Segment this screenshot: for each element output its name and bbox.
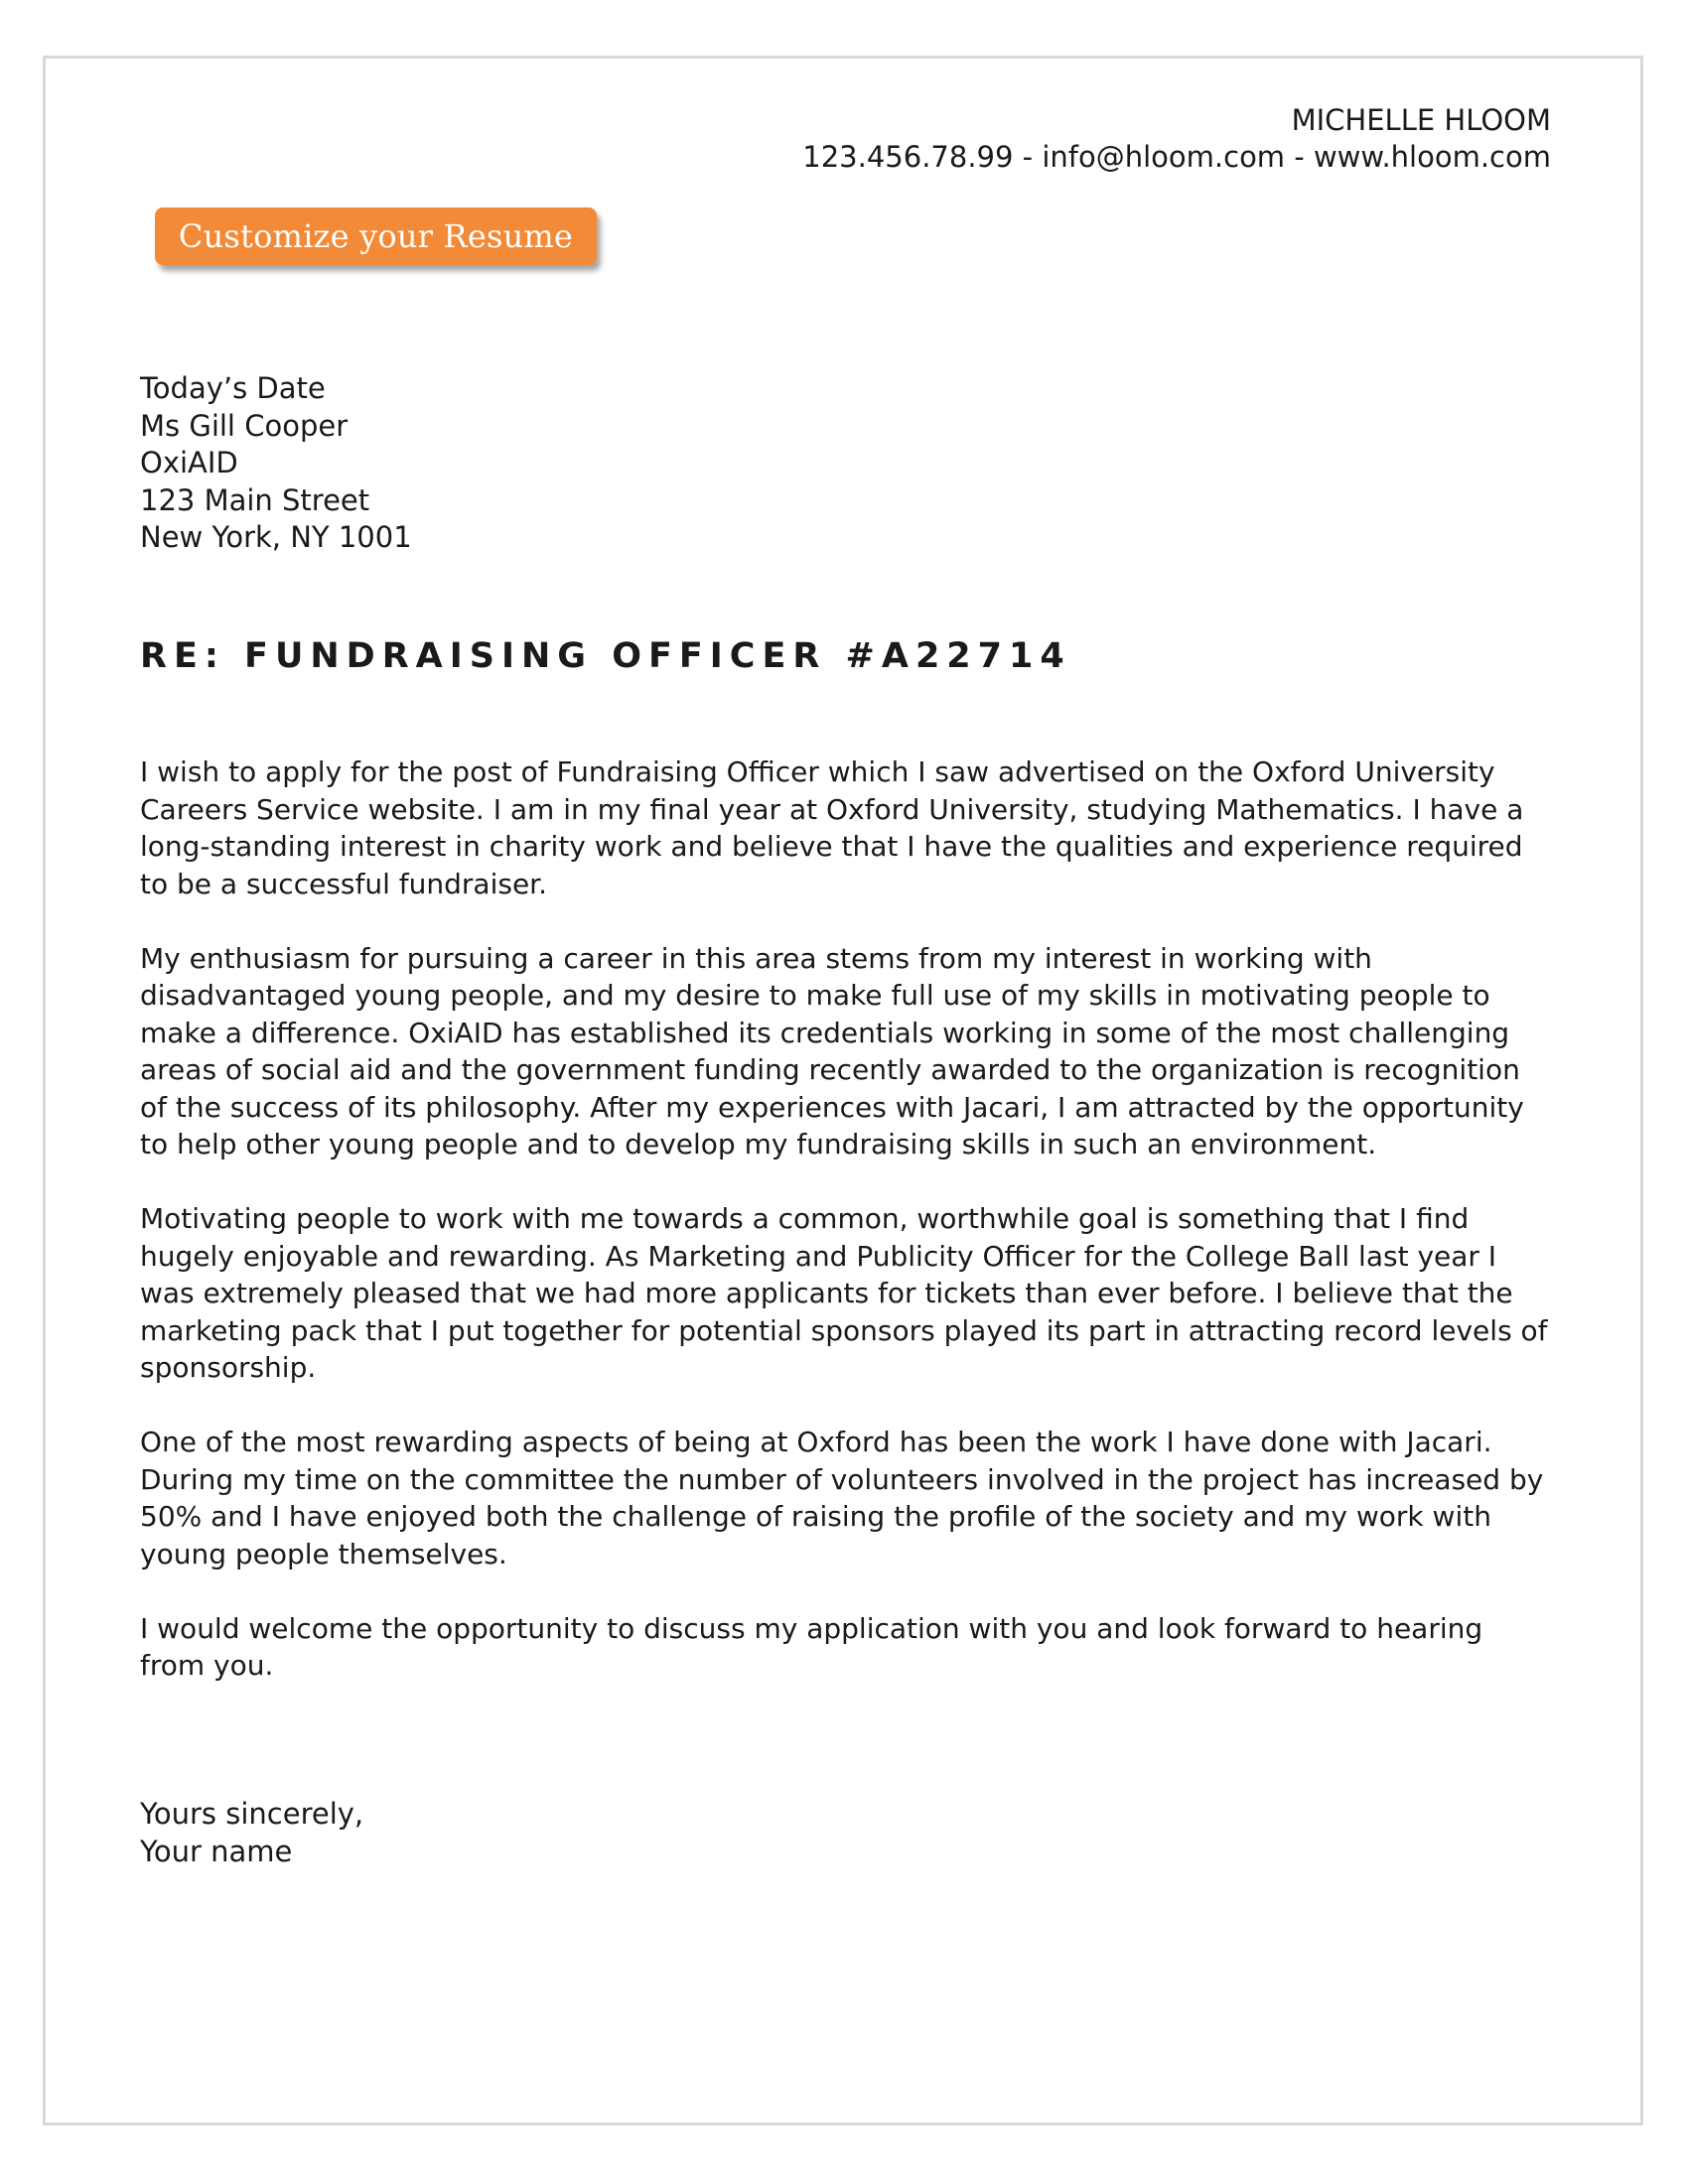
- letter-page: [43, 56, 1643, 2125]
- recipient-name: Ms Gill Cooper: [140, 408, 349, 443]
- customize-resume-button[interactable]: Customize your Resume: [155, 207, 597, 265]
- letter-date: Today’s Date: [140, 371, 326, 405]
- closing-salutation: Yours sincerely,: [140, 1797, 364, 1831]
- recipient-street: 123 Main Street: [140, 482, 370, 517]
- body-paragraph: I wish to apply for the post of Fundraising Officer which I saw advertised on the Oxford University Careers Service website. I am in my final year at Oxford University, studying Mathematics. I have a long-standing interest in charity work and believe that I have the qualities and experience required to be a successful fundraiser.: [140, 755, 1524, 900]
- body-paragraph: I would welcome the opportunity to discuss my application with you and look forward to hearing from you.: [140, 1611, 1483, 1682]
- body-paragraph: Motivating people to work with me towards a common, worthwhile goal is something that I find hugely enjoyable and rewarding. As Marketing and Publicity Officer for the College Ball last year I was extremely pleased that we had more applicants for tickets than ever before. I believe that the marketing pack that I put together for potential sponsors played its part in attracting record levels of sponsorship.: [140, 1202, 1548, 1384]
- letter-header: [802, 102, 1551, 176]
- letter-body: [140, 753, 1550, 1721]
- recipient-city: New York, NY 1001: [140, 520, 412, 554]
- sender-contact: 123.456.78.99 - info@hloom.com - www.hloom.com: [802, 140, 1551, 174]
- body-paragraph: My enthusiasm for pursuing a career in this area stems from my interest in working with disadvantaged young people, and my desire to make full use of my skills in motivating people to make a difference. OxiAID has established its credentials working in some of the most challenging areas of social aid and the government funding recently awarded to the organization is recognition of the success of its philosophy. After my experiences with Jacari, I am attracted by the opportunity to help other young people and to develop my fundraising skills in such an environment.: [140, 941, 1524, 1160]
- sender-name: MICHELLE HLOOM: [1291, 103, 1551, 137]
- letter-closing: [140, 1796, 363, 1870]
- recipient-address: [140, 370, 412, 557]
- body-paragraph: One of the most rewarding aspects of being at Oxford has been the work I have done with Jacari. During my time on the committee the number of volunteers involved in the project has increased by 50% and I have enjoyed both the challenge of raising the profile of the society and my work with young people themselves.: [140, 1426, 1544, 1570]
- closing-signature: Your name: [140, 1834, 293, 1868]
- subject-line: RE: FUNDRAISING OFFICER #A22714: [140, 636, 1071, 676]
- recipient-company: OxiAID: [140, 446, 238, 479]
